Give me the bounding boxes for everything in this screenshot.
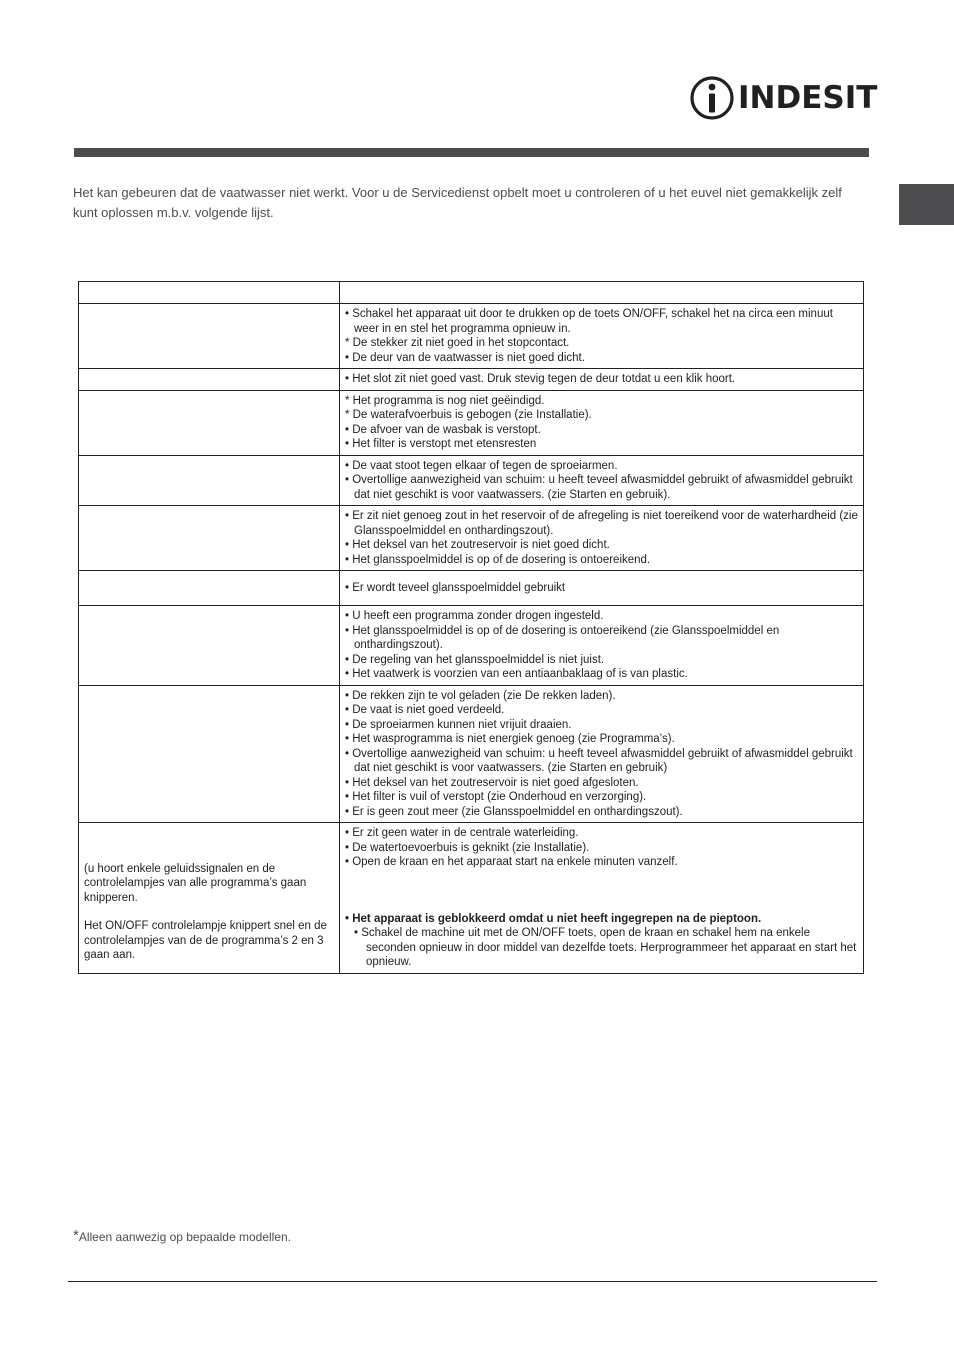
table-body-last [79,823,864,974]
cause-line: • Het filter is verstopt met etensresten [345,438,537,450]
footnote-star: * [73,1227,79,1244]
footnote [73,1227,291,1247]
cause-line: • Open de kraan en het apparaat start na enkele minuten vanzelf. [345,856,678,868]
indesit-logo [690,74,877,122]
cause-line: • Er is geen zout meer (zie Glansspoelmiddel en onthardingszout). [345,805,683,818]
causes-cell [340,390,864,455]
cause-line: • De watertoevoerbuis is geknikt (zie Installatie). [345,841,590,854]
cause-line: • Schakel het apparaat uit door te drukken op de toets ON/OFF, schakel het na circa een minuut weer in en stel het programma opnieuw in. [345,308,833,335]
cause-line: * Het programma is nog niet geëindigd. [345,394,545,407]
spacer [84,905,334,919]
cause-line: • Het glansspoelmiddel is op of de dosering is ontoereikend. [345,553,651,566]
cause-line: • Het vaatwerk is voorzien van een antiaanbaklaag of is van plastic. [345,668,688,680]
problem-cell [79,606,340,686]
problem-cell [79,369,340,391]
table-header-row [79,282,864,304]
cause-line: • Overtollige aanwezigheid van schuim: u heeft teveel afwasmiddel gebruikt of afwasmiddel gebruikt dat niet geschikt is voor vaatwassers. (zie Starten en gebruik) [345,747,853,774]
side-language-tab [899,184,954,225]
cause-line: • De afvoer van de wasbak is verstopt. [345,423,541,436]
causes-cell [340,571,864,606]
intro-text: Het kan gebeuren dat de vaatwasser niet werkt. Voor u de Servicedienst opbelt moet u controleren of u het euvel niet gemakkelijk zelf kunt oplossen m.b.v. volgende lijst. [73,185,842,220]
table-row [79,823,864,974]
cause-line: • Het slot zit niet goed vast. Druk stevig tegen de deur totdat u een klik hoort. [345,373,736,385]
indesit-logo-icon [690,74,734,122]
table-row [79,506,864,571]
table-row [79,455,864,506]
problem-note-1: (u hoort enkele geluidssignalen en de controlelampjes van alle programma’s gaan knipperen. [84,862,307,904]
problem-cell [79,455,340,506]
causes-cell [340,455,864,506]
problem-note-2: Het ON/OFF controlelampje knippert snel en de controlelampjes van de de programma’s 2 en 3 gaan aan. [84,920,327,962]
causes-cell [340,304,864,369]
cause-line: • De vaat stoot tegen elkaar of tegen de sproeiarmen. [345,459,618,472]
problem-cell [79,823,340,974]
cause-line: • Overtollige aanwezigheid van schuim: u heeft teveel afwasmiddel gebruikt of afwasmiddel gebruikt dat niet geschikt is voor vaatwassers. (zie Starten en gebruik). [345,474,853,501]
causes-cell [340,823,864,974]
causes-cell [340,369,864,391]
cause-line: • De regeling van het glansspoelmiddel is niet juist. [345,653,605,666]
cause-line: • Het glansspoelmiddel is op of de dosering is ontoereikend (zie Glansspoelmiddel en onthardingszout). [345,624,780,651]
cause-line: * De stekker zit niet goed in het stopcontact. [345,337,570,349]
table-body [79,304,864,823]
table-row [79,606,864,686]
cause-line: • De sproeiarmen kunnen niet vrijuit draaien. [345,718,572,731]
troubleshooting-table [78,281,864,974]
cause-line: • De rekken zijn te vol geladen (zie De rekken laden). [345,689,616,702]
header-causes [340,282,864,304]
causes-cell [340,606,864,686]
cause-line: • Schakel de machine uit met de ON/OFF toets, open de kraan en schakel hem na enkele seconden opnieuw in door middel van dezelfde toets. Herprogrammeer het apparaat en start het opnieuw. [354,927,857,968]
table-row [79,685,864,823]
causes-cell [340,685,864,823]
table-row [79,390,864,455]
cause-line: • Het deksel van het zoutreservoir is niet goed afgesloten. [345,776,639,789]
cause-line: • Er wordt teveel glansspoelmiddel gebruikt [345,581,566,594]
table-row [79,369,864,391]
problem-cell [79,390,340,455]
cause-line: • Er zit niet genoeg zout in het reservoir of de afregeling is niet toereikend voor de waterhardheid (zie Glansspoelmiddel en onthardingszout). [345,510,858,537]
cause-line: • Het wasprogramma is niet energiek genoeg (zie Programma’s). [345,733,675,745]
cause-line: • Het filter is vuil of verstopt (zie Onderhoud en verzorging). [345,791,647,803]
cause-line-bold: • Het apparaat is geblokkeerd omdat u niet heeft ingegrepen na de pieptoon. [345,912,762,925]
problem-cell [79,506,340,571]
table-row [79,571,864,606]
cause-line: * De waterafvoerbuis is gebogen (zie Installatie). [345,409,592,421]
table-row [79,304,864,369]
cause-line: • De deur van de vaatwasser is niet goed dicht. [345,351,585,364]
brand-name: INDESIT [738,79,878,116]
header-bar [74,148,869,157]
cause-line: • Het deksel van het zoutreservoir is niet goed dicht. [345,539,610,551]
cause-line: • De vaat is niet goed verdeeld. [345,704,505,716]
cause-line: • U heeft een programma zonder drogen ingesteld. [345,610,604,622]
footnote-text: Alleen aanwezig op bepaalde modellen. [78,1230,291,1244]
spacer [345,870,858,912]
problem-cell [79,685,340,823]
causes-cell [340,506,864,571]
footer-rule [68,1281,877,1282]
spacer [84,833,334,862]
header-problem [79,282,340,304]
problem-cell [79,304,340,369]
problem-cell [79,571,340,606]
cause-line: • Er zit geen water in de centrale waterleiding. [345,827,579,839]
